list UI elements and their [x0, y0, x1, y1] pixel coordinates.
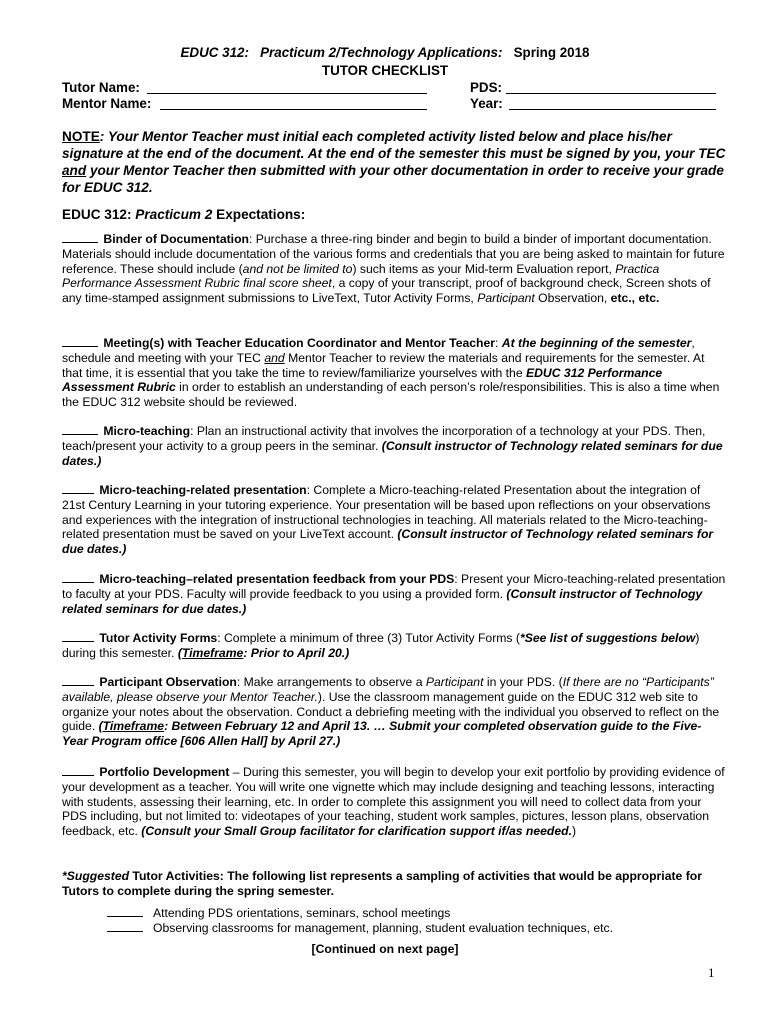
item-text: : Present your Micro-teaching-related presentation to faculty at your PDS. Faculty will provide feedback to you using a provided form.	[62, 572, 726, 601]
item-text: Mentor Teacher to review the materials and requirements for the semester. At that time, it is essential that you take the time to review/familiarize yourselves with the	[62, 350, 705, 380]
item-text: (	[177, 645, 182, 660]
activity-text: Observing classrooms for management, planning, student evaluation techniques, etc.	[153, 921, 614, 935]
initial-blank[interactable]	[107, 921, 143, 932]
pds-field[interactable]	[506, 93, 716, 94]
pds-label: PDS:	[470, 80, 502, 95]
item-text: Participant	[425, 675, 484, 689]
item-text: : Between February 12 and April 13. … Submit your completed observation guide to the Five-Year Program office [606 Allen Hall] by April 27.)	[62, 719, 702, 749]
suggested-activities-intro	[62, 869, 702, 899]
item-text: : Make arrangements to observe a	[236, 675, 426, 689]
course-code: EDUC 312:	[180, 45, 249, 60]
item-text: ). Use the classroom management guide on the EDUC 312 web site to organize your notes about the observation. Conduct a debriefing meeting with the individual you observed to reflect on the guide.	[62, 689, 720, 734]
checklist-item-micro-feedback	[62, 572, 726, 616]
expectations-heading	[62, 208, 305, 223]
item-text: in order to establish an understanding of each person’s role/responsibilities. This is also a time when the EDUC 312 website should be reviewed.	[62, 380, 720, 410]
checklist-item-tutor-forms	[62, 631, 726, 661]
item-text: *See list of suggestions below	[519, 631, 696, 645]
continued-note: [Continued on next page]	[311, 942, 459, 956]
checklist-item-micro-presentation	[62, 483, 726, 557]
initial-blank[interactable]	[62, 572, 94, 583]
item-text: )	[571, 824, 577, 839]
item-text: (Consult instructor of Technology related seminars for due dates.)	[62, 438, 723, 468]
checklist-item-participant-observation	[62, 675, 726, 749]
course-title: Practicum 2/Technology Applications:	[260, 45, 503, 60]
note-and: and	[62, 163, 87, 178]
item-text: , a copy of your transcript, proof of background check, Screen shots of any time-stamped assignment submissions to LiveText, Tutor Activity Forms,	[62, 276, 711, 306]
item-text: At the beginning of the semester	[501, 336, 692, 350]
item-text: (Consult your Small Group facilitator for clarification support if/as needed.	[141, 824, 572, 839]
item-title: Binder of Documentation	[103, 232, 249, 246]
checklist-item-micro-teaching	[62, 424, 726, 468]
item-title: Micro-teaching	[103, 424, 191, 438]
suggested-label: *Suggested	[62, 869, 130, 883]
checklist-item-meetings	[62, 336, 726, 410]
item-text: Participant	[477, 291, 535, 306]
year-label: Year:	[470, 96, 503, 111]
year-field[interactable]	[509, 109, 716, 110]
item-text: (	[98, 719, 103, 734]
item-text: : Purchase a three-ring binder and begin to build a binder of important documentation. Materials should include documentation of the various forms and credentials that you are being asked to maintain for future reference. These should include (	[62, 232, 725, 276]
note-text-1: : Your Mentor Teacher must initial each completed activity listed below and place his/her signature at the end of the document. At the end of the semester this must be signed by you, your TEC	[62, 129, 726, 161]
suggested-activity-item	[107, 906, 450, 921]
item-title: Micro-teaching-related presentation	[99, 483, 307, 497]
mentor-name-label: Mentor Name:	[62, 96, 152, 111]
item-text: Timeframe	[102, 719, 165, 734]
item-text: EDUC 312 Performance Assessment Rubric	[62, 365, 663, 395]
note-paragraph	[62, 128, 732, 196]
item-text: etc., etc.	[610, 291, 660, 306]
item-text: ) such items as your Mid-term Evaluation report,	[352, 261, 616, 276]
item-text: : Prior to April 20.)	[243, 645, 350, 660]
initial-blank[interactable]	[62, 631, 94, 642]
initial-blank[interactable]	[62, 483, 94, 494]
item-text: Observation,	[534, 291, 611, 306]
item-text: – During this semester, you will begin to develop your exit portfolio by providing evidence of your development as a teacher. You will write one vignette which may include designing and teaching lessons, interacting with students, assessing their learning, etc. In order to complete this assignment you will need to collect data from your PDS including, but not limited to: videotapes of your teaching, student work samples, pictures, lesson plans, observation feedback, etc.	[62, 765, 725, 839]
item-text: , schedule and meeting with your TEC	[62, 336, 695, 365]
expectations-prefix: EDUC 312:	[62, 207, 136, 222]
item-text: If there are no “Participants” available, please observe your Mentor Teacher.	[62, 675, 714, 704]
suggested-text: Tutor Activities: The following list represents a sampling of activities that would be appropriate for Tutors to complete during the spring semester.	[62, 869, 702, 898]
item-title: Participant Observation	[99, 675, 237, 689]
item-text: Timeframe	[181, 645, 244, 660]
tutor-name-label: Tutor Name:	[62, 80, 140, 95]
item-text: : Complete a Micro-teaching-related Presentation about the integration of 21st Century Learning in your tutoring experience. Your presentation will be based upon reflections on your observations and experiences with the integration of instructional technologies in teaching. All materials related to the Micro-teaching-related presentation must be saved on your LiveText account.	[62, 483, 711, 542]
note-label: NOTE	[62, 129, 100, 144]
activity-text: Attending PDS orientations, seminars, school meetings	[153, 906, 451, 920]
term: Spring 2018	[513, 45, 590, 60]
mentor-name-field[interactable]	[160, 109, 427, 110]
expectations-italic: Practicum 2	[135, 207, 213, 222]
checklist-item-binder	[62, 232, 726, 306]
item-text: and not be limited to	[242, 261, 353, 276]
checklist-item-portfolio	[62, 765, 726, 839]
initial-blank[interactable]	[107, 906, 143, 917]
item-text: (Consult instructor of Technology related seminars for due dates.)	[62, 527, 714, 557]
suggested-activity-item	[107, 921, 613, 936]
item-text: in your PDS. (	[483, 675, 563, 689]
item-title: Meeting(s) with Teacher Education Coordinator and Mentor Teacher	[103, 336, 496, 350]
item-title: Micro-teaching–related presentation feedback from your PDS	[99, 572, 455, 586]
document-subtitle: TUTOR CHECKLIST	[321, 63, 449, 78]
note-text-2: your Mentor Teacher then submitted with your other documentation in order to receive your grade for EDUC 312.	[62, 163, 724, 195]
item-text: and	[264, 350, 285, 365]
item-text: ) during this semester.	[62, 631, 700, 660]
item-text: (Consult instructor of Technology related seminars for due dates.)	[62, 586, 703, 616]
page-number: 1	[708, 965, 715, 980]
item-title: Tutor Activity Forms	[99, 631, 218, 645]
initial-blank[interactable]	[62, 424, 98, 435]
initial-blank[interactable]	[62, 765, 94, 776]
expectations-suffix: Expectations:	[212, 207, 306, 222]
item-text: :	[495, 336, 502, 350]
item-text: Practica Performance Assessment Rubric final score sheet	[62, 261, 660, 291]
initial-blank[interactable]	[62, 232, 98, 243]
document-title	[0, 45, 770, 61]
initial-blank[interactable]	[62, 336, 98, 347]
initial-blank[interactable]	[62, 675, 94, 686]
item-text: : Complete a minimum of three (3) Tutor Activity Forms (	[217, 631, 520, 645]
tutor-name-field[interactable]	[147, 93, 427, 94]
item-text: : Plan an instructional activity that involves the incorporation of a technology at your PDS. Then, teach/present your activity to a group peers in the seminar.	[62, 424, 706, 453]
item-title: Portfolio Development	[99, 765, 230, 779]
